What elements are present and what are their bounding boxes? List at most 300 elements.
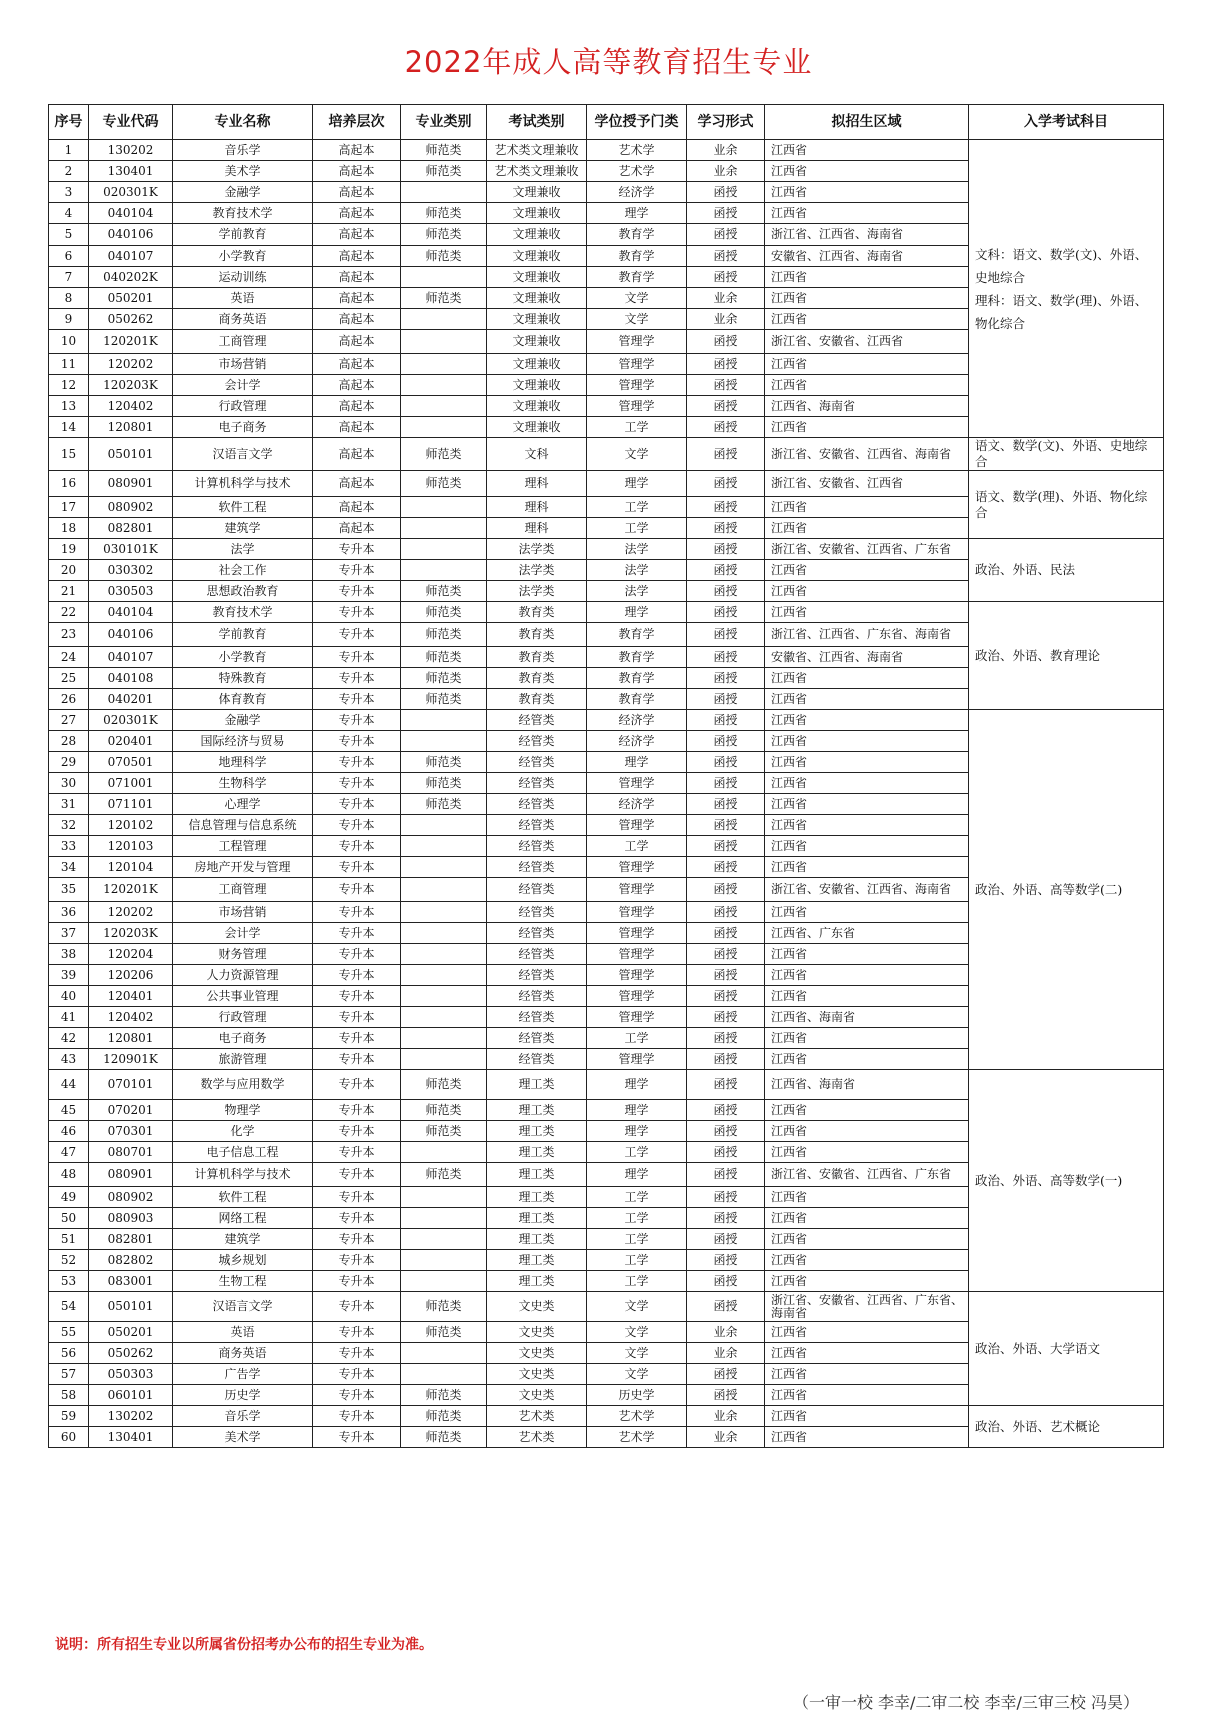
cell-region: 江西省 <box>765 560 969 581</box>
cell-region: 江西省 <box>765 710 969 731</box>
cell-major-name: 会计学 <box>173 923 313 944</box>
note-text: 说明：所有招生专业以所属省份招考办公布的招生专业为准。 <box>55 1637 433 1653</box>
cell-code: 070201 <box>89 1100 173 1121</box>
cell-major-type: 师范类 <box>401 1070 487 1100</box>
cell-exam-type: 理工类 <box>487 1250 587 1271</box>
cell-level: 专升本 <box>313 815 401 836</box>
cell-code: 040201 <box>89 689 173 710</box>
cell-major-type <box>401 1142 487 1163</box>
cell-exam-type: 理工类 <box>487 1121 587 1142</box>
cell-code: 120801 <box>89 417 173 438</box>
cell-major-type: 师范类 <box>401 1292 487 1322</box>
cell-degree: 理学 <box>587 602 687 623</box>
cell-major-name: 化学 <box>173 1121 313 1142</box>
cell-exam-type: 理工类 <box>487 1163 587 1187</box>
cell-index: 52 <box>49 1250 89 1271</box>
cell-level: 高起本 <box>313 471 401 497</box>
cell-exam-type: 文史类 <box>487 1385 587 1406</box>
cell-exam-type: 文科 <box>487 438 587 471</box>
cell-major-name: 城乡规划 <box>173 1250 313 1271</box>
cell-major-type <box>401 902 487 923</box>
cell-degree: 管理学 <box>587 773 687 794</box>
cell-exam-type: 理工类 <box>487 1208 587 1229</box>
cell-region: 江西省 <box>765 1406 969 1427</box>
cell-major-type: 师范类 <box>401 161 487 182</box>
cell-degree: 管理学 <box>587 396 687 417</box>
cell-level: 高起本 <box>313 267 401 288</box>
cell-region: 江西省 <box>765 1028 969 1049</box>
cell-code: 020401 <box>89 731 173 752</box>
cell-region: 江西省、海南省 <box>765 1007 969 1028</box>
cell-exam-type: 文理兼收 <box>487 417 587 438</box>
cell-exam-type: 理工类 <box>487 1187 587 1208</box>
cell-degree: 理学 <box>587 1121 687 1142</box>
cell-degree: 理学 <box>587 203 687 224</box>
cell-code: 120401 <box>89 986 173 1007</box>
cell-major-type: 师范类 <box>401 623 487 647</box>
cell-region: 江西省 <box>765 417 969 438</box>
cell-study-mode: 函授 <box>687 1070 765 1100</box>
cell-degree: 管理学 <box>587 354 687 375</box>
cell-study-mode: 函授 <box>687 944 765 965</box>
cell-code: 040107 <box>89 647 173 668</box>
cell-exam-type: 经管类 <box>487 944 587 965</box>
cell-region: 江西省 <box>765 1343 969 1364</box>
cell-degree: 教育学 <box>587 668 687 689</box>
cell-major-type <box>401 1208 487 1229</box>
document-title: 2022年成人高等教育招生专业 <box>404 45 813 79</box>
cell-index: 30 <box>49 773 89 794</box>
cell-level: 高起本 <box>313 203 401 224</box>
header-region: 拟招生区域 <box>765 105 969 140</box>
cell-study-mode: 函授 <box>687 602 765 623</box>
cell-study-mode: 函授 <box>687 1142 765 1163</box>
cell-study-mode: 函授 <box>687 836 765 857</box>
cell-exam-type: 文史类 <box>487 1292 587 1322</box>
cell-major-type <box>401 354 487 375</box>
cell-exam-type: 经管类 <box>487 836 587 857</box>
majors-table <box>48 104 1164 1448</box>
cell-study-mode: 函授 <box>687 878 765 902</box>
cell-index: 55 <box>49 1322 89 1343</box>
cell-region: 江西省 <box>765 902 969 923</box>
cell-major-name: 小学教育 <box>173 246 313 267</box>
cell-index: 18 <box>49 518 89 539</box>
cell-region: 江西省、海南省 <box>765 396 969 417</box>
cell-major-name: 旅游管理 <box>173 1049 313 1070</box>
cell-major-name: 教育技术学 <box>173 602 313 623</box>
cell-code: 120402 <box>89 396 173 417</box>
cell-index: 39 <box>49 965 89 986</box>
cell-index: 43 <box>49 1049 89 1070</box>
cell-level: 专升本 <box>313 1028 401 1049</box>
cell-level: 专升本 <box>313 560 401 581</box>
cell-degree: 管理学 <box>587 965 687 986</box>
cell-study-mode: 函授 <box>687 710 765 731</box>
cell-degree: 经济学 <box>587 731 687 752</box>
cell-degree: 文学 <box>587 309 687 330</box>
cell-level: 专升本 <box>313 1322 401 1343</box>
cell-study-mode: 函授 <box>687 965 765 986</box>
cell-exam-type: 经管类 <box>487 773 587 794</box>
cell-exam-type: 艺术类 <box>487 1427 587 1448</box>
cell-study-mode: 业余 <box>687 1427 765 1448</box>
cell-major-type: 师范类 <box>401 773 487 794</box>
cell-study-mode: 函授 <box>687 773 765 794</box>
cell-region: 江西省 <box>765 944 969 965</box>
cell-exam-type: 教育类 <box>487 689 587 710</box>
cell-index: 53 <box>49 1271 89 1292</box>
cell-region: 江西省 <box>765 581 969 602</box>
table-header-row <box>49 105 1164 140</box>
cell-index: 7 <box>49 267 89 288</box>
cell-major-name: 市场营销 <box>173 354 313 375</box>
cell-exam-type: 经管类 <box>487 1049 587 1070</box>
cell-region: 江西省 <box>765 518 969 539</box>
cell-study-mode: 函授 <box>687 471 765 497</box>
cell-study-mode: 函授 <box>687 1292 765 1322</box>
cell-exam-type: 经管类 <box>487 986 587 1007</box>
cell-exam-type: 经管类 <box>487 902 587 923</box>
cell-region: 安徽省、江西省、海南省 <box>765 647 969 668</box>
cell-degree: 法学 <box>587 581 687 602</box>
cell-region: 江西省 <box>765 1142 969 1163</box>
cell-code: 071001 <box>89 773 173 794</box>
cell-major-type: 师范类 <box>401 1385 487 1406</box>
cell-degree: 管理学 <box>587 857 687 878</box>
cell-major-name: 历史学 <box>173 1385 313 1406</box>
cell-major-type <box>401 1229 487 1250</box>
cell-study-mode: 函授 <box>687 203 765 224</box>
cell-study-mode: 函授 <box>687 375 765 396</box>
cell-degree: 教育学 <box>587 267 687 288</box>
cell-study-mode: 函授 <box>687 560 765 581</box>
cell-major-type: 师范类 <box>401 752 487 773</box>
cell-level: 高起本 <box>313 354 401 375</box>
cell-study-mode: 函授 <box>687 815 765 836</box>
cell-major-type <box>401 396 487 417</box>
cell-major-name: 行政管理 <box>173 396 313 417</box>
cell-level: 专升本 <box>313 878 401 902</box>
cell-index: 45 <box>49 1100 89 1121</box>
cell-level: 高起本 <box>313 309 401 330</box>
cell-exam-type: 经管类 <box>487 731 587 752</box>
cell-index: 34 <box>49 857 89 878</box>
cell-level: 专升本 <box>313 689 401 710</box>
cell-code: 030302 <box>89 560 173 581</box>
cell-major-name: 商务英语 <box>173 1343 313 1364</box>
cell-level: 专升本 <box>313 1406 401 1427</box>
table-row <box>49 438 1164 471</box>
cell-study-mode: 函授 <box>687 330 765 354</box>
cell-major-name: 英语 <box>173 1322 313 1343</box>
cell-major-name: 英语 <box>173 288 313 309</box>
cell-code: 070301 <box>89 1121 173 1142</box>
cell-degree: 工学 <box>587 836 687 857</box>
cell-region: 江西省 <box>765 140 969 161</box>
cell-major-name: 计算机科学与技术 <box>173 1163 313 1187</box>
cell-level: 高起本 <box>313 518 401 539</box>
cell-major-name: 社会工作 <box>173 560 313 581</box>
cell-degree: 文学 <box>587 1364 687 1385</box>
cell-exam-type: 教育类 <box>487 602 587 623</box>
cell-index: 44 <box>49 1070 89 1100</box>
cell-major-name: 电子商务 <box>173 1028 313 1049</box>
cell-index: 5 <box>49 224 89 246</box>
cell-exam-type: 经管类 <box>487 1028 587 1049</box>
cell-exam-type: 艺术类文理兼收 <box>487 140 587 161</box>
cell-major-type: 师范类 <box>401 1322 487 1343</box>
cell-major-name: 学前教育 <box>173 623 313 647</box>
cell-exam-type: 文理兼收 <box>487 330 587 354</box>
cell-major-type: 师范类 <box>401 1427 487 1448</box>
cell-major-type <box>401 518 487 539</box>
cell-major-type: 师范类 <box>401 1100 487 1121</box>
cell-level: 专升本 <box>313 731 401 752</box>
cell-major-type: 师范类 <box>401 647 487 668</box>
cell-region: 江西省 <box>765 1208 969 1229</box>
cell-exam-type: 文理兼收 <box>487 309 587 330</box>
cell-region: 江西省 <box>765 668 969 689</box>
cell-major-name: 工程管理 <box>173 836 313 857</box>
cell-region: 江西省 <box>765 182 969 203</box>
cell-index: 32 <box>49 815 89 836</box>
cell-degree: 文学 <box>587 288 687 309</box>
cell-degree: 文学 <box>587 1292 687 1322</box>
cell-region: 江西省 <box>765 1322 969 1343</box>
cell-index: 23 <box>49 623 89 647</box>
cell-index: 58 <box>49 1385 89 1406</box>
cell-exam-type: 经管类 <box>487 710 587 731</box>
exam-subjects-cell: 语文、数学(理)、外语、物化综合 <box>969 471 1164 539</box>
cell-major-name: 生物科学 <box>173 773 313 794</box>
cell-degree: 工学 <box>587 417 687 438</box>
cell-region: 浙江省、安徽省、江西省 <box>765 330 969 354</box>
cell-degree: 管理学 <box>587 815 687 836</box>
review-footer: （一审一校 李幸/二审二校 李幸/三审三校 冯昊） <box>792 1693 1139 1712</box>
cell-exam-type: 文理兼收 <box>487 203 587 224</box>
cell-level: 专升本 <box>313 1070 401 1100</box>
cell-major-type <box>401 497 487 518</box>
cell-region: 江西省 <box>765 203 969 224</box>
cell-major-type: 师范类 <box>401 224 487 246</box>
cell-index: 15 <box>49 438 89 471</box>
cell-level: 高起本 <box>313 224 401 246</box>
cell-code: 120201K <box>89 878 173 902</box>
cell-study-mode: 函授 <box>687 182 765 203</box>
cell-major-type <box>401 944 487 965</box>
cell-index: 26 <box>49 689 89 710</box>
cell-index: 57 <box>49 1364 89 1385</box>
cell-region: 江西省 <box>765 689 969 710</box>
cell-degree: 管理学 <box>587 902 687 923</box>
cell-level: 专升本 <box>313 1100 401 1121</box>
table-row <box>49 602 1164 623</box>
cell-level: 高起本 <box>313 396 401 417</box>
cell-region: 江西省 <box>765 836 969 857</box>
cell-index: 31 <box>49 794 89 815</box>
cell-region: 江西省 <box>765 1250 969 1271</box>
cell-major-type <box>401 836 487 857</box>
cell-degree: 法学 <box>587 560 687 581</box>
cell-study-mode: 函授 <box>687 731 765 752</box>
cell-index: 33 <box>49 836 89 857</box>
cell-index: 2 <box>49 161 89 182</box>
table-row <box>49 539 1164 560</box>
cell-exam-type: 经管类 <box>487 815 587 836</box>
cell-index: 21 <box>49 581 89 602</box>
cell-study-mode: 函授 <box>687 923 765 944</box>
cell-major-type <box>401 1007 487 1028</box>
cell-index: 22 <box>49 602 89 623</box>
cell-code: 050303 <box>89 1364 173 1385</box>
cell-study-mode: 函授 <box>687 857 765 878</box>
cell-code: 070101 <box>89 1070 173 1100</box>
cell-degree: 工学 <box>587 1229 687 1250</box>
cell-major-type <box>401 923 487 944</box>
cell-degree: 文学 <box>587 438 687 471</box>
cell-exam-type: 理科 <box>487 497 587 518</box>
cell-degree: 教育学 <box>587 647 687 668</box>
cell-study-mode: 函授 <box>687 438 765 471</box>
cell-index: 51 <box>49 1229 89 1250</box>
cell-code: 050262 <box>89 309 173 330</box>
cell-code: 120203K <box>89 923 173 944</box>
cell-study-mode: 业余 <box>687 1406 765 1427</box>
cell-level: 专升本 <box>313 1250 401 1271</box>
cell-index: 46 <box>49 1121 89 1142</box>
cell-region: 江西省 <box>765 794 969 815</box>
cell-index: 24 <box>49 647 89 668</box>
cell-exam-type: 文理兼收 <box>487 267 587 288</box>
cell-major-type <box>401 560 487 581</box>
cell-major-name: 学前教育 <box>173 224 313 246</box>
cell-study-mode: 函授 <box>687 689 765 710</box>
cell-region: 江西省 <box>765 1187 969 1208</box>
cell-major-name: 软件工程 <box>173 1187 313 1208</box>
cell-major-name: 建筑学 <box>173 1229 313 1250</box>
table-body <box>49 140 1164 1448</box>
cell-degree: 理学 <box>587 752 687 773</box>
cell-degree: 文学 <box>587 1322 687 1343</box>
cell-study-mode: 业余 <box>687 140 765 161</box>
cell-study-mode: 函授 <box>687 1028 765 1049</box>
cell-major-type <box>401 878 487 902</box>
cell-major-type: 师范类 <box>401 581 487 602</box>
cell-degree: 历史学 <box>587 1385 687 1406</box>
cell-major-name: 美术学 <box>173 1427 313 1448</box>
exam-subjects-cell: 语文、数学(文)、外语、史地综合 <box>969 438 1164 471</box>
cell-level: 专升本 <box>313 857 401 878</box>
header-degree: 学位授予门类 <box>587 105 687 140</box>
cell-major-type <box>401 267 487 288</box>
cell-index: 56 <box>49 1343 89 1364</box>
cell-index: 8 <box>49 288 89 309</box>
cell-exam-type: 经管类 <box>487 752 587 773</box>
cell-degree: 管理学 <box>587 944 687 965</box>
cell-code: 040108 <box>89 668 173 689</box>
cell-degree: 艺术学 <box>587 1427 687 1448</box>
cell-level: 专升本 <box>313 1364 401 1385</box>
cell-level: 专升本 <box>313 602 401 623</box>
cell-code: 120202 <box>89 902 173 923</box>
cell-exam-type: 文理兼收 <box>487 182 587 203</box>
header-major-type: 专业类别 <box>401 105 487 140</box>
cell-level: 专升本 <box>313 1229 401 1250</box>
cell-region: 安徽省、江西省、海南省 <box>765 246 969 267</box>
cell-code: 120201K <box>89 330 173 354</box>
header-major-name: 专业名称 <box>173 105 313 140</box>
cell-study-mode: 函授 <box>687 267 765 288</box>
cell-region: 江西省 <box>765 857 969 878</box>
cell-code: 080701 <box>89 1142 173 1163</box>
cell-index: 19 <box>49 539 89 560</box>
cell-study-mode: 函授 <box>687 539 765 560</box>
cell-code: 120203K <box>89 375 173 396</box>
cell-major-type: 师范类 <box>401 1406 487 1427</box>
cell-index: 17 <box>49 497 89 518</box>
cell-degree: 管理学 <box>587 986 687 1007</box>
cell-exam-type: 法学类 <box>487 581 587 602</box>
cell-code: 120104 <box>89 857 173 878</box>
cell-index: 10 <box>49 330 89 354</box>
cell-code: 130401 <box>89 1427 173 1448</box>
cell-study-mode: 函授 <box>687 1271 765 1292</box>
cell-degree: 教育学 <box>587 689 687 710</box>
cell-level: 高起本 <box>313 246 401 267</box>
exam-subjects-cell: 政治、外语、艺术概论 <box>969 1406 1164 1448</box>
cell-level: 专升本 <box>313 1343 401 1364</box>
cell-region: 浙江省、安徽省、江西省、广东省、海南省 <box>765 1292 969 1322</box>
cell-index: 6 <box>49 246 89 267</box>
cell-degree: 经济学 <box>587 794 687 815</box>
cell-code: 040104 <box>89 602 173 623</box>
cell-major-name: 会计学 <box>173 375 313 396</box>
cell-exam-type: 理工类 <box>487 1229 587 1250</box>
cell-degree: 工学 <box>587 497 687 518</box>
cell-major-name: 财务管理 <box>173 944 313 965</box>
cell-code: 083001 <box>89 1271 173 1292</box>
cell-major-type: 师范类 <box>401 471 487 497</box>
cell-region: 江西省 <box>765 1385 969 1406</box>
cell-index: 9 <box>49 309 89 330</box>
cell-code: 082801 <box>89 518 173 539</box>
cell-code: 082801 <box>89 1229 173 1250</box>
header-code: 专业代码 <box>89 105 173 140</box>
cell-code: 040107 <box>89 246 173 267</box>
cell-region: 江西省 <box>765 602 969 623</box>
cell-exam-type: 教育类 <box>487 623 587 647</box>
cell-code: 050262 <box>89 1343 173 1364</box>
cell-index: 36 <box>49 902 89 923</box>
cell-study-mode: 业余 <box>687 1343 765 1364</box>
cell-level: 专升本 <box>313 623 401 647</box>
cell-degree: 管理学 <box>587 1007 687 1028</box>
cell-code: 040202K <box>89 267 173 288</box>
cell-level: 高起本 <box>313 161 401 182</box>
cell-major-name: 行政管理 <box>173 1007 313 1028</box>
cell-level: 专升本 <box>313 986 401 1007</box>
cell-code: 050101 <box>89 1292 173 1322</box>
cell-code: 080901 <box>89 471 173 497</box>
cell-index: 27 <box>49 710 89 731</box>
cell-level: 高起本 <box>313 288 401 309</box>
cell-study-mode: 函授 <box>687 518 765 539</box>
cell-region: 江西省 <box>765 986 969 1007</box>
header-index: 序号 <box>49 105 89 140</box>
cell-level: 专升本 <box>313 902 401 923</box>
cell-code: 080902 <box>89 497 173 518</box>
